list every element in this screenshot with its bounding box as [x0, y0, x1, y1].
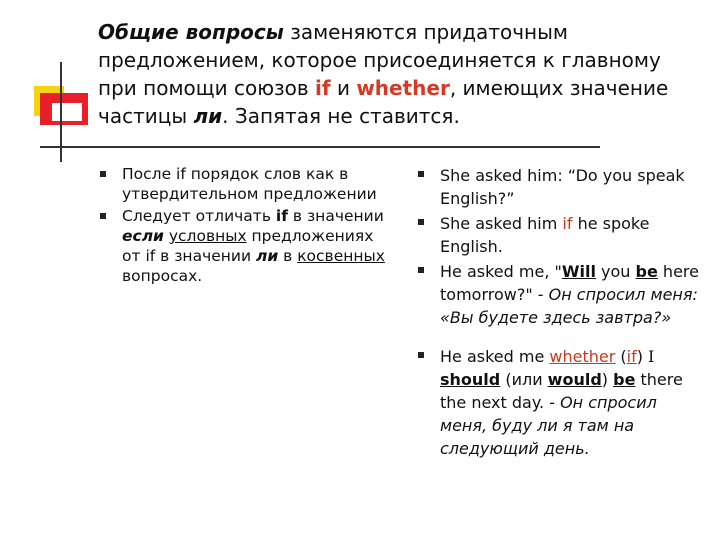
bullet-square-icon [418, 219, 424, 225]
word-li: ли [255, 247, 279, 265]
title-text: , имеющих значение частицы [98, 76, 669, 128]
title-keyword-if: if [315, 76, 331, 100]
word-be: be [613, 370, 636, 389]
word-uslovnyh: условных [168, 227, 247, 245]
example-text: He asked me, " [440, 262, 562, 281]
bullet-text: предложениях от if в значении [122, 227, 374, 265]
list-item [100, 206, 390, 286]
example-text: here tomorrow?" - [440, 262, 699, 304]
slide-title [98, 18, 698, 130]
bullet-square-icon [418, 171, 424, 177]
list-item [100, 164, 390, 204]
example-text: He asked me [440, 347, 550, 366]
left-bullet-list [100, 164, 390, 286]
example-text: ) [636, 347, 649, 366]
list-item [418, 212, 708, 258]
bullet-square-icon [418, 352, 424, 358]
example-text: he spoke English. [440, 214, 650, 256]
example-text: ) [601, 370, 614, 389]
word-should: should [440, 370, 501, 389]
title-text: заменяются придаточным предложением, которое присоединяется к главному при помощи союзов [98, 20, 661, 100]
word-be: be [635, 262, 658, 281]
keyword-whether: whether [549, 347, 616, 366]
keyword-if: if [275, 207, 288, 225]
word-i: I [648, 347, 655, 366]
bullet-text: в значении [287, 207, 384, 225]
bullet-text: После if порядок слов как в утвердительном предложении [122, 165, 377, 203]
title-particle-li: ли [193, 104, 223, 128]
bullet-text: вопросах. [122, 267, 203, 285]
bullet-text: в [278, 247, 298, 265]
list-item [418, 260, 708, 329]
keyword-if: if [626, 347, 637, 366]
bullet-square-icon [100, 213, 106, 219]
example-text: ( [615, 347, 627, 366]
decor-horizontal-line [40, 146, 600, 148]
right-bullet-list [418, 164, 708, 462]
word-kosvennyh: косвенных [297, 247, 385, 265]
title-emphasis: Общие вопросы [98, 20, 284, 44]
bullet-square-icon [100, 171, 106, 177]
example-text: She asked him [440, 214, 563, 233]
keyword-if: if [562, 214, 573, 233]
title-text: и [330, 76, 357, 100]
word-will: Will [561, 262, 596, 281]
list-item [418, 345, 708, 460]
translation-text: Он спросил меня: «Вы будете здесь завтра?» [440, 285, 698, 327]
word-esli: если [122, 227, 164, 245]
bullet-text: Следует отличать [122, 207, 276, 225]
bullet-square-icon [418, 267, 424, 273]
example-text: (или [500, 370, 548, 389]
list-item [418, 164, 708, 210]
example-text: there the next day. - [440, 370, 683, 412]
decor-white-inset [52, 103, 82, 121]
translation-text: Он спросил меня, буду ли я там на следующий день. [440, 393, 657, 458]
word-would: would [547, 370, 602, 389]
example-text: you [595, 262, 636, 281]
example-text: She asked him: “Do you speak English?” [440, 166, 685, 208]
title-keyword-whether: whether [356, 76, 450, 100]
title-text: . Запятая не ставится. [222, 104, 460, 128]
